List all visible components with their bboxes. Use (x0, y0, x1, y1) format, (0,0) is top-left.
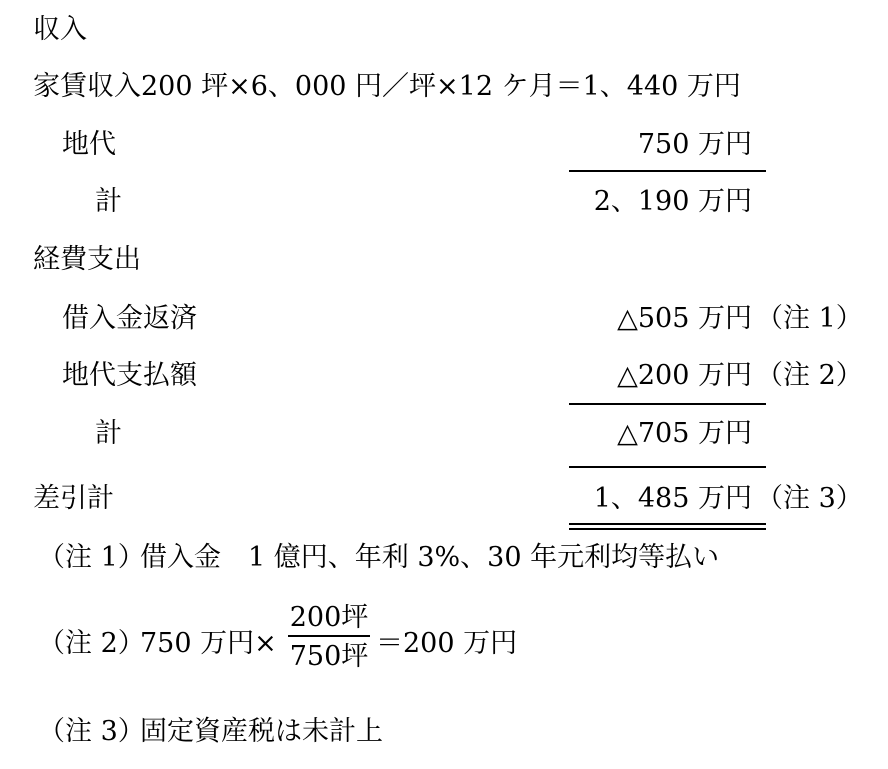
ground-rent-label: 地代 (62, 129, 116, 160)
balance-top-rule (569, 466, 766, 468)
expenses-subtotal-amount: △705 万円 (617, 418, 752, 449)
note2-prefix: 750 万円× (140, 628, 277, 659)
note3-text: 固定資産税は未計上 (140, 716, 383, 747)
note2-mark: （注 2） (38, 628, 145, 659)
note2-denominator: 750坪 (289, 641, 369, 672)
ground-rent-paid-label: 地代支払額 (62, 360, 197, 391)
ground-rent-amount: 750 万円 (637, 129, 752, 160)
income-subtotal-amount: 2、190 万円 (593, 186, 752, 217)
fraction-bar (288, 635, 370, 637)
balance-double-rule-top (569, 523, 766, 525)
rent-income-line: 家賃収入200 坪×6、000 円／坪×12 ケ月＝1、440 万円 (33, 71, 741, 102)
ground-rent-paid-note: （注 2） (756, 360, 863, 391)
note1-text: 借入金 1 億円、年利 3%、30 年元利均等払い (140, 542, 720, 573)
note2-fraction (288, 604, 370, 670)
income-subtotal-rule (569, 170, 766, 172)
note2-numerator: 200坪 (289, 602, 369, 633)
note1-mark: （注 1） (38, 542, 145, 573)
income-subtotal-label: 計 (95, 186, 122, 217)
loan-repayment-note: （注 1） (756, 303, 863, 334)
balance-label: 差引計 (33, 483, 114, 514)
balance-note: （注 3） (756, 483, 863, 514)
expenses-subtotal-rule (569, 403, 766, 405)
balance-amount: 1、485 万円 (593, 483, 752, 514)
income-heading: 収入 (33, 14, 87, 45)
loan-repayment-amount: △505 万円 (617, 303, 752, 334)
note2-suffix: ＝200 万円 (376, 628, 518, 659)
expenses-heading: 経費支出 (33, 244, 141, 275)
balance-double-rule-bottom (569, 528, 766, 530)
loan-repayment-label: 借入金返済 (62, 303, 197, 334)
ground-rent-paid-amount: △200 万円 (617, 360, 752, 391)
note3-mark: （注 3） (38, 716, 145, 747)
expenses-subtotal-label: 計 (95, 418, 122, 449)
